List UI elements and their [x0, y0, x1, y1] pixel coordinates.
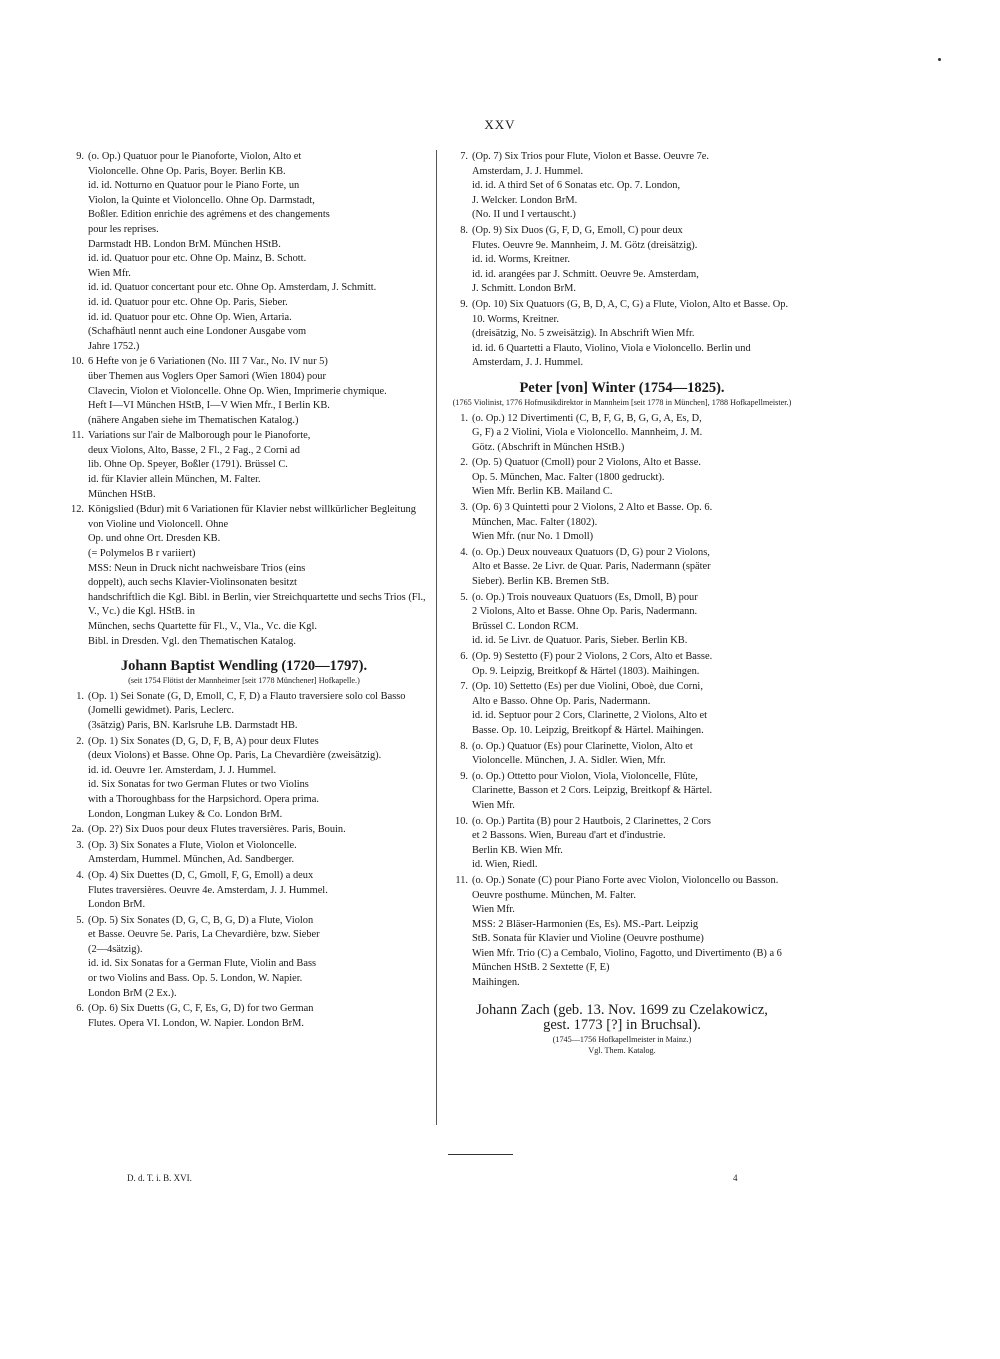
entry-line: (o. Op.) Partita (B) pour 2 Hautbois, 2 Clarinettes, 2 Cors	[472, 815, 711, 827]
entry-line: (Op. 5) Six Sonates (D, G, C, B, G, D) a Flute, Violon	[88, 914, 314, 926]
catalog-entry	[60, 429, 428, 502]
entry-number: 5.	[460, 591, 468, 603]
catalog-entry	[60, 150, 428, 354]
catalog-entry	[444, 501, 800, 545]
entry-number: 9.	[460, 298, 468, 310]
entry-line: (o. Op.) Ottetto pour Violon, Viola, Violoncelle, Flûte,	[472, 770, 698, 782]
right-entries-b	[444, 412, 800, 991]
composer-heading-zach-2: gest. 1773 [?] in Bruchsal).	[543, 1017, 701, 1034]
entry-line: id. id. Six Sonatas for a German Flute, Violin and Bass	[88, 958, 317, 970]
catalog-entry	[444, 874, 800, 991]
entry-line: über Themen aus Voglers Oper Samori (Wien 1804) pour	[88, 370, 326, 382]
entry-line: or two Violins and Bass. Op. 5. London, W. Napier.	[88, 973, 303, 985]
entry-line: (Op. 5) Quatuor (Cmoll) pour 2 Violons, Alto et Basse.	[472, 457, 701, 469]
entry-line: G, F) a 2 Violini, Viola e Violoncello. Mannheim, J. M.	[472, 427, 703, 439]
catalog-entry	[444, 591, 800, 649]
catalog-entry	[444, 815, 800, 873]
entry-line: Alto e Basso. Ohne Op. Paris, Nadermann.	[472, 695, 651, 707]
entry-line: (o. Op.) Trois nouveaux Quatuors (Es, Dmoll, B) pour	[472, 591, 698, 603]
entry-line: id. id. A third Set of 6 Sonatas etc. Op. 7. London,	[472, 180, 681, 192]
composer-heading-wendling: Johann Baptist Wendling (1720—1797).	[120, 658, 368, 675]
entry-number: 12.	[71, 504, 84, 516]
entry-line: id. id. Quatuor pour etc. Ohne Op. Wien, Artaria.	[88, 311, 292, 323]
entry-number: 6.	[460, 651, 468, 662]
entry-line: (Op. 2?) Six Duos pour deux Flutes traversières. Paris, Bouin.	[88, 824, 346, 836]
entry-line: Violoncelle. München, J. A. Sidler. Wien, Mfr.	[472, 755, 666, 767]
entry-number: 11.	[71, 430, 84, 442]
entry-number: 8.	[460, 740, 468, 752]
entry-line: Clarinette, Basson et 2 Cors. Leipzig, Breitkopf & Härtel.	[472, 785, 713, 797]
composer-heading-winter: Peter [von] Winter (1754—1825).	[519, 379, 725, 396]
entry-line: (o. Op.) Quatuor pour le Pianoforte, Violon, Alto et	[88, 151, 302, 162]
entry-number: 9.	[76, 151, 84, 162]
entry-number: 9.	[460, 770, 468, 782]
entry-line: (Op. 4) Six Duettes (D, C, Gmoll, F, G, Emoll) a deux	[88, 869, 314, 881]
entry-line: id. für Klavier allein München, M. Falter.	[88, 474, 261, 486]
composer-heading-zach-1: Johann Zach (geb. 13. Nov. 1699 zu Czelakowicz,	[476, 1001, 768, 1018]
composer-subheading-zach-2: Vgl. Them. Katalog.	[588, 1045, 656, 1055]
entry-number: 2.	[76, 735, 84, 747]
entry-line: id. id. Worms, Kreitner.	[472, 254, 570, 266]
entry-number: 7.	[460, 681, 468, 693]
entry-line: München, sechs Quartette für Fl., V., Vla., Vc. die Kgl.	[88, 621, 317, 632]
entry-line: Heft I—VI München HStB, I—V Wien Mfr., I Berlin KB.	[88, 400, 330, 412]
corner-mark	[938, 58, 941, 61]
entry-line: 2 Violons, Alto et Basse. Ohne Op. Paris, Nadermann.	[472, 606, 698, 618]
entry-number: 4.	[76, 869, 84, 881]
entry-line: id. id. Septuor pour 2 Cors, Clarinette, 2 Violons, Alto et	[472, 710, 707, 722]
entry-line: Königslied (Bdur) mit 6 Variationen für Klavier nebst willkürlicher Begleitung von Violine und Violoncell. Ohne	[88, 504, 416, 530]
catalog-entry	[60, 690, 428, 734]
entry-line: Wien Mfr. (nur No. 1 Dmoll)	[472, 531, 594, 543]
entry-line: (deux Violons) et Basse. Ohne Op. Paris, La Chevardière (zweisätzig).	[88, 750, 382, 762]
entry-line: Op. 9. Leipzig, Breitkopf & Härtel (1803). Maihingen.	[472, 665, 700, 677]
entry-number: 3.	[460, 502, 468, 514]
catalog-entry	[444, 456, 800, 500]
entry-line: (o. Op.) Quatuor (Es) pour Clarinette, Violon, Alto et	[472, 740, 693, 752]
entry-line: id. id. Notturno en Quatuor pour le Piano Forte, un	[88, 180, 300, 192]
entry-line: (No. II und I vertauscht.)	[472, 209, 576, 221]
entry-line: Flutes. Oeuvre 9e. Mannheim, J. M. Götz (dreisätzig).	[472, 239, 698, 251]
entry-line: (Op. 10) Settetto (Es) per due Violini, Oboè, due Corni,	[472, 681, 703, 693]
entry-line: Bibl. in Dresden. Vgl. den Thematischen Katalog.	[88, 635, 296, 647]
entry-line: Berlin KB. Wien Mfr.	[472, 844, 563, 856]
composer-subheading-winter: (1765 Violinist, 1776 Hofmusikdirektor in Mannheim [seit 1778 in München], 1788 Hofkapellmeister.)	[452, 397, 792, 407]
entry-line: Darmstadt HB. London BrM. München HStB.	[88, 238, 281, 250]
catalog-entry	[444, 150, 800, 223]
footer-left: D. d. T. i. B. XVI.	[127, 1173, 192, 1183]
entry-line: id. id. 5e Livr. de Quatuor. Paris, Sieber. Berlin KB.	[472, 635, 688, 647]
entry-line: Flutes. Opera VI. London, W. Napier. London BrM.	[88, 1017, 304, 1029]
entry-line: MSS: Neun in Druck nicht nachweisbare Trios (eins	[88, 562, 306, 574]
entry-line: Wien Mfr.	[472, 904, 515, 916]
entry-line: deux Violons, Alto, Basse, 2 Fl., 2 Fag., 2 Corni ad	[88, 444, 300, 456]
entry-line: (Schafhäutl nennt auch eine Londoner Ausgabe vom	[88, 326, 307, 338]
entry-line: (o. Op.) 12 Divertimenti (C, B, F, G, B, G, G, A, Es, D,	[472, 412, 702, 424]
entry-line: (3sätzig) Paris, BN. Karlsruhe LB. Darmstadt HB.	[88, 719, 298, 731]
entry-line: J. Schmitt. London BrM.	[472, 283, 576, 295]
entry-number: 8.	[460, 224, 468, 236]
entry-line: et Basse. Oeuvre 5e. Paris, La Chevardière, bzw. Sieber	[88, 929, 320, 941]
entry-line: lib. Ohne Op. Speyer, Boßler (1791). Brüssel C.	[88, 459, 288, 471]
entry-line: id. id. 6 Quartetti a Flauto, Violino, Viola e Violoncello. Berlin und Amsterdam, J. J. Hummel.	[472, 342, 751, 369]
column-divider	[436, 150, 437, 1125]
entry-line: pour les reprises.	[88, 223, 159, 235]
catalog-entry	[444, 298, 800, 371]
footer-right: 4	[733, 1173, 738, 1183]
entry-line: id. id. Quatuor pour etc. Ohne Op. Mainz, B. Schott.	[88, 253, 307, 265]
entry-line: (Op. 9) Six Duos (G, F, D, G, Emoll, C) pour deux	[472, 224, 683, 236]
entry-line: Maihingen.	[472, 977, 520, 989]
entry-number: 11.	[455, 874, 468, 886]
catalog-entry	[60, 503, 428, 649]
entry-line: Wien Mfr.	[88, 267, 131, 279]
catalog-entry	[60, 1002, 428, 1031]
entry-number: 2a.	[71, 824, 84, 836]
entry-line: (= Polymelos B r variiert)	[88, 548, 196, 560]
entry-line: Götz. (Abschrift in München HStB.)	[472, 441, 625, 453]
catalog-entry	[444, 680, 800, 738]
entry-line: (Op. 6) Six Duetts (G, C, F, Es, G, D) for two German	[88, 1003, 314, 1015]
entry-line: handschriftlich die Kgl. Bibl. in Berlin, vier Streichquartette und sechs Trios (Fl., V., Vc.) die Kgl. HStB. in	[88, 591, 426, 618]
entry-line: München, Mac. Falter (1802).	[472, 516, 598, 528]
entry-line: (Op. 10) Six Quatuors (G, B, D, A, C, G) a Flute, Violon, Alto et Basse. Op. 10. Worms, Kreitner.	[472, 298, 789, 325]
entry-number: 2.	[460, 457, 468, 469]
entry-line: (Op. 1) Sei Sonate (G, D, Emoll, C, F, D) a Flauto traversiere solo col Basso (Jomelli gewidmet). Paris, Leclerc.	[88, 690, 406, 717]
entry-line: id. id. Quatuor concertant pour etc. Ohne Op. Amsterdam, J. Schmitt.	[88, 282, 377, 294]
entry-line: London BrM.	[88, 899, 146, 911]
entry-line: with a Thoroughbass for the Harpsichord. Opera prima.	[88, 793, 319, 805]
entry-line: Amsterdam, Hummel. München, Ad. Sandberger.	[88, 854, 295, 866]
entry-line: (nähere Angaben siehe im Thematischen Katalog.)	[88, 414, 299, 426]
entry-line: (o. Op.) Sonate (C) pour Piano Forte avec Violon, Violoncello ou Basson. Oeuvre posthume. München, M. Falter.	[472, 874, 779, 901]
entry-number: 5.	[76, 914, 84, 926]
entry-line: 6 Hefte von je 6 Variationen (No. III 7 Var., No. IV nur 5)	[88, 356, 328, 368]
catalog-entry	[444, 650, 800, 679]
catalog-entry	[60, 735, 428, 823]
right-entries-a	[444, 150, 800, 371]
catalog-entry	[444, 224, 800, 297]
catalog-entry	[60, 839, 428, 868]
entry-number: 7.	[460, 151, 468, 162]
catalog-entry	[444, 546, 800, 590]
entry-line: Brüssel C. London RCM.	[472, 620, 579, 632]
composer-subheading-wendling: (seit 1754 Flötist der Mannheimer [seit 1778 Münchener] Hofkapelle.)	[128, 675, 360, 685]
composer-subheading-zach-1: (1745—1756 Hofkapellmeister in Mainz.)	[552, 1034, 692, 1044]
page-number: XXV	[484, 117, 516, 132]
entry-line: Wien Mfr.	[472, 799, 515, 811]
entry-line: London, Longman Lukey & Co. London BrM.	[88, 808, 283, 820]
entry-line: Jahre 1752.)	[88, 340, 140, 352]
catalog-entry	[60, 869, 428, 913]
entry-line: Boßler. Edition enrichie des agrémens et des changements	[88, 209, 330, 221]
entry-line: J. Welcker. London BrM.	[472, 194, 578, 206]
catalog-entry	[444, 770, 800, 814]
entry-line: (Op. 1) Six Sonates (D, G, D, F, B, A) pour deux Flutes	[88, 735, 319, 747]
entry-line: Clavecin, Violon et Violoncelle. Ohne Op. Wien, Imprimerie chymique.	[88, 385, 387, 397]
entry-line: Wien Mfr. Berlin KB. Mailand C.	[472, 486, 613, 498]
entry-line: München HStB.	[88, 488, 156, 500]
entry-line: doppelt), auch sechs Klavier-Violinsonaten besitzt	[88, 577, 297, 589]
catalog-entry	[444, 412, 800, 456]
entry-line: MSS: 2 Bläser-Harmonien (Es, Es). MS.-Part. Leipzig	[472, 918, 699, 930]
entry-number: 1.	[460, 412, 468, 424]
entry-number: 6.	[76, 1003, 84, 1015]
entry-number: 10.	[71, 356, 84, 368]
entry-number: 10.	[455, 815, 468, 827]
entry-line: id. Wien, Riedl.	[472, 859, 538, 871]
right-column	[444, 150, 800, 1056]
entry-line: (Op. 6) 3 Quintetti pour 2 Violons, 2 Alto et Basse. Op. 6.	[472, 502, 713, 514]
catalog-entry	[60, 823, 428, 838]
entry-line: Sieber). Berlin KB. Bremen StB.	[472, 576, 610, 588]
left-column	[60, 150, 428, 1032]
entry-line: (2—4sätzig).	[88, 943, 143, 955]
catalog-entry	[60, 355, 428, 428]
entry-number: 4.	[460, 546, 468, 558]
entry-line: id. id. arangées par J. Schmitt. Oeuvre 9e. Amsterdam,	[472, 268, 699, 280]
entry-line: (Op. 7) Six Trios pour Flute, Violon et Basse. Oeuvre 7e.	[472, 151, 710, 162]
entry-line: id. id. Quatuor pour etc. Ohne Op. Paris, Sieber.	[88, 296, 288, 308]
entry-number: 1.	[76, 690, 84, 702]
entry-line: Variations sur l'air de Malborough pour le Pianoforte,	[88, 430, 311, 442]
left-entries-a	[60, 150, 428, 649]
entry-line: id. Six Sonatas for two German Flutes or two Violins	[88, 779, 309, 791]
entry-line: Alto et Basse. 2e Livr. de Quar. Paris, Nadermann (später	[472, 561, 711, 573]
entry-line: StB. Sonata für Klavier und Violine (Oeuvre posthume)	[472, 933, 704, 945]
entry-line: Violon, la Quinte et Violoncello. Ohne Op. Darmstadt,	[88, 194, 315, 206]
footer-rule	[448, 1154, 513, 1155]
entry-line: Op. 5. München, Mac. Falter (1800 gedruckt).	[472, 471, 665, 483]
left-entries-b	[60, 690, 428, 1032]
entry-line: Op. und ohne Ort. Dresden KB.	[88, 533, 221, 545]
entry-line: (Op. 9) Sestetto (F) pour 2 Violons, 2 Cors, Alto et Basse.	[472, 651, 713, 662]
catalog-entry	[444, 740, 800, 769]
entry-number: 3.	[76, 839, 84, 851]
entry-line: (dreisätzig, No. 5 zweisätzig). In Abschrift Wien Mfr.	[472, 328, 695, 340]
entry-line: Amsterdam, J. J. Hummel.	[472, 165, 584, 177]
entry-line: London BrM (2 Ex.).	[88, 987, 177, 999]
entry-line: Wien Mfr. Trio (C) a Cembalo, Violino, Fagotto, und Divertimento (B) a 6 München HStB. 2 Sextette (F, E)	[472, 947, 782, 974]
entry-line: Flutes traversières. Oeuvre 4e. Amsterdam, J. J. Hummel.	[88, 884, 328, 896]
entry-line: id. id. Oeuvre 1er. Amsterdam, J. J. Hummel.	[88, 764, 277, 776]
entry-line: (o. Op.) Deux nouveaux Quatuors (D, G) pour 2 Violons,	[472, 546, 710, 558]
entry-line: Violoncelle. Ohne Op. Paris, Boyer. Berlin KB.	[88, 165, 286, 177]
entry-line: (Op. 3) Six Sonates a Flute, Violon et Violoncelle.	[88, 839, 297, 851]
entry-line: Basse. Op. 10. Leipzig, Breitkopf & Härtel. Maihingen.	[472, 724, 704, 736]
catalog-entry	[60, 914, 428, 1002]
entry-line: et 2 Bassons. Wien, Bureau d'art et d'industrie.	[472, 830, 666, 842]
